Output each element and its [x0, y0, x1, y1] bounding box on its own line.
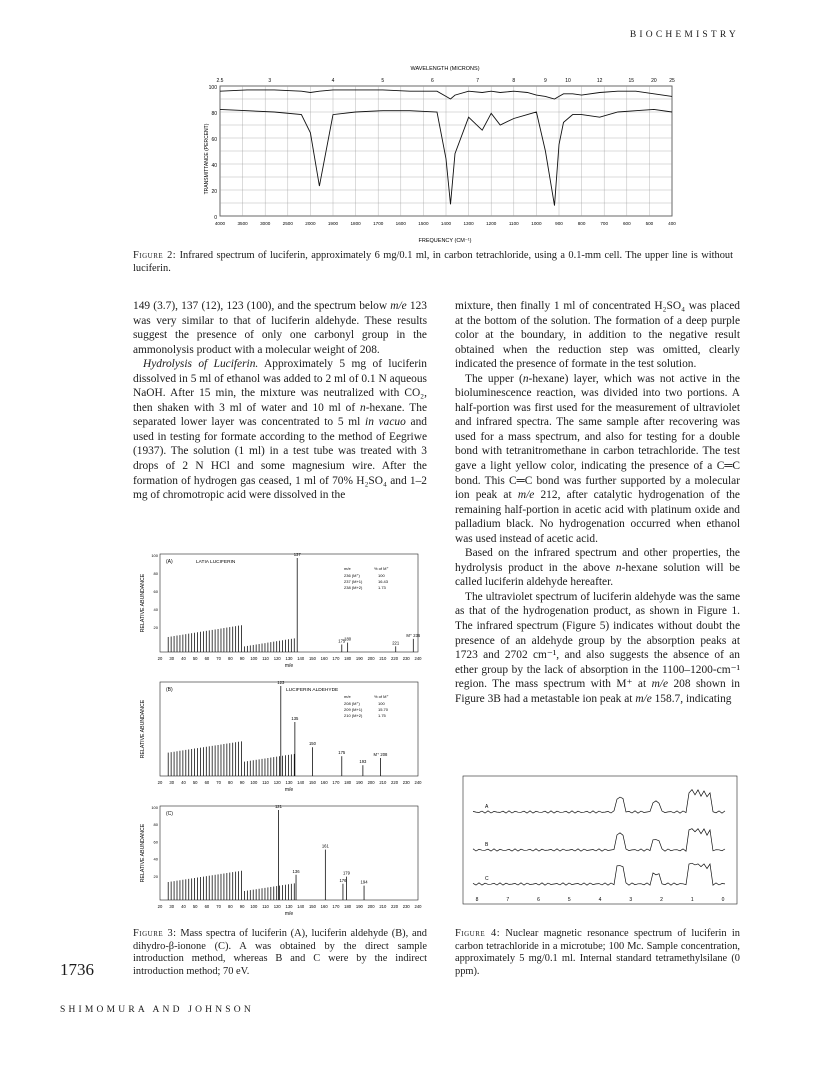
ms-x-tick-label: 200 [367, 780, 375, 785]
ir-bottom-axis-label: FREQUENCY (CM⁻¹) [418, 238, 472, 244]
ms-x-tick-label: 220 [391, 780, 399, 785]
figure-3-caption [133, 928, 427, 978]
ms-y-tick-label: 40 [153, 856, 158, 862]
ms-x-tick-label: 80 [228, 656, 233, 661]
ms-table-header: % of M⁺ [374, 566, 389, 571]
ms-x-axis-label: m/e [284, 911, 294, 917]
ir-top-tick-label: 8 [512, 78, 516, 84]
ms-table-cell: 209 (M+1) [344, 707, 363, 712]
ms-y-tick-label: 60 [153, 589, 158, 594]
nmr-x-tick-label: 3 [629, 897, 633, 903]
ir-top-tick-label: 15 [628, 78, 635, 84]
ms-table-cell: 100 [378, 573, 385, 578]
ms-x-tick-label: 130 [285, 904, 293, 909]
nmr-x-tick-label: 4 [598, 897, 602, 903]
ms-panel-frame [160, 806, 418, 900]
left-paragraph-2: Hydrolysis of Luciferin. Approximately 5 mg of luciferin dissolved in 5 ml of ethanol was added to 2 ml of 0.1 N aqueous NaOH. After 15 min, the mixture was neutralized with CO₂, then shaken with 3 ml of water and 10 ml of n-hexane. The separated lower layer was concentrated to 5 ml in vacuo and used in testing for formate according to the method of Eegriwe (1937). The solution (1 ml) in a test tube was treated with 3 drops of 2 N HCl and some magnesium wire. After the formation of hydrogen gas ceased, 1 ml of 70% H₂SO₄ and 1–2 mg of chromotropic acid were dissolved in the [133, 358, 428, 502]
ms-x-tick-label: 180 [344, 780, 352, 785]
ir-grid [220, 86, 672, 216]
panel-b-content [140, 680, 422, 793]
ms-x-tick-label: 90 [239, 904, 245, 909]
ir-top-tick-label: 25 [669, 78, 675, 84]
ms-table-cell: 15.70 [378, 707, 389, 712]
ms-x-tick-label: 20 [157, 780, 163, 785]
ms-x-tick-label: 120 [273, 780, 281, 785]
ir-y-tick-label: 20 [211, 189, 217, 195]
ms-x-tick-label: 180 [344, 656, 352, 661]
ms-x-tick-label: 170 [332, 780, 340, 785]
right-paragraph-4: The ultraviolet spectrum of luciferin aldehyde was the same as that of the hydrogenation product, as shown in Figure 1. The infrared spectrum (Figure 5) indicates without doubt the presence of an aldehyde group by the absorption peaks at 1723 and 2702 cm⁻¹, and also suggests the absence of an ether group by the lack of absorption in the 1100–1200-cm⁻¹ region. The mass spectrum with M⁺ at m/e 208 shown in Figure 3B had a metastable ion peak at m/e 158.7, indicating [455, 590, 740, 705]
ms-table-cell: 1.75 [378, 713, 386, 718]
running-foot: SHIMOMURA AND JOHNSON [60, 1005, 254, 1015]
ir-top-ticks [217, 78, 675, 84]
figure-3-caption-text: Mass spectra of luciferin (A), luciferin aldehyde (B), and dihydro-β-ionone (C). A was obtained by the direct sample introduction method, whereas B and C were by the indirect introduction method; 70 eV. [133, 928, 427, 977]
nmr-trace-label: A [485, 804, 489, 810]
right-paragraph-2: The upper (n-hexane) layer, which was not active in the bioluminescence reaction, was divided into two portions. A half-portion was first used for the measurement of ultraviolet and infrared spectra. The same sample after recovering was used for a mass spectrum, and also for testing for a double bond with tetranitromethane in carbon tetrachloride. The test gave a light yellow color, indicating the presence of a C═C bond. This C═C bond was further supported by a molecular ion peak at m/e 212, after catalytic hydrogenation of the remaining half-portion in acetic acid with platinum oxide and palladium black. No hydrogenation occurred when ethanol was used instead of acetic acid. [455, 372, 740, 545]
ms-table-header: % of M⁺ [374, 694, 389, 699]
ms-x-tick-label: 90 [239, 780, 245, 785]
ms-x-tick-label: 240 [414, 904, 422, 909]
ms-x-tick-label: 30 [169, 656, 175, 661]
figure-3b-mass-spectrum [136, 676, 426, 796]
nmr-x-tick-label: 8 [475, 897, 479, 903]
ms-x-tick-label: 120 [273, 904, 281, 909]
nmr-x-tick-label: 1 [690, 897, 694, 903]
ms-x-tick-label: 20 [157, 904, 163, 909]
ir-y-tick-label: 80 [211, 111, 217, 117]
ms-x-tick-label: 240 [414, 780, 422, 785]
ms-x-tick-label: 110 [262, 656, 269, 661]
ms-x-tick-label: 220 [391, 904, 399, 909]
ms-x-tick-label: 60 [204, 656, 210, 661]
ms-peak-label: 180 [344, 636, 352, 642]
ir-bottom-tick-label: 700 [600, 221, 609, 226]
ms-y-tick-label: 80 [153, 571, 158, 576]
ms-x-tick-label: 110 [262, 780, 269, 785]
ir-bottom-tick-label: 1700 [373, 221, 384, 226]
figure-4-caption-label: Figure 4: [455, 928, 501, 939]
ms-peak-label: M⁺ 208 [373, 752, 388, 757]
nmr-x-tick-label: 0 [721, 897, 725, 903]
ms-x-tick-label: 50 [192, 780, 198, 785]
ir-bottom-tick-label: 600 [622, 221, 631, 226]
figure-2-ir-spectrum [190, 62, 690, 246]
ms-y-axis-label: RELATIVE ABUNDANCE [140, 823, 146, 883]
nmr-trace [473, 829, 725, 852]
ir-top-tick-label: 4 [331, 78, 335, 84]
ms-x-axis-label: m/e [284, 787, 294, 793]
ir-top-tick-label: 12 [596, 78, 603, 84]
ms-peak-label: 137 [293, 552, 301, 557]
ms-peak-label: 175 [338, 638, 346, 644]
figure-4-caption-text: Nuclear magnetic resonance spectrum of luciferin in carbon tetrachloride in a microtube; 100 Mc. Sample concentration, approximately 5 mg/0.1 ml. Internal standard tetramethylsilane (0 ppm). [455, 928, 740, 977]
ms-y-tick-label: 20 [153, 873, 158, 879]
nmr-trace [473, 863, 725, 885]
ir-bottom-tick-label: 900 [555, 221, 563, 226]
figure-3a-mass-spectrum [136, 548, 426, 672]
ms-x-tick-label: 100 [250, 780, 258, 785]
ms-x-tick-label: 70 [216, 656, 221, 661]
ms-panel-title: LATIA LUCIFERIN [196, 560, 236, 565]
figure-2-caption-text: Infrared spectrum of luciferin, approximately 6 mg/0.1 ml, in carbon tetrachloride, using a 0.1-mm cell. The upper line is without luciferin. [133, 250, 733, 274]
ms-panel-title: LUCIFERIN ALDEHYDE [286, 688, 339, 693]
ms-x-tick-label: 70 [216, 904, 221, 909]
ms-x-tick-label: 110 [262, 904, 269, 909]
ms-x-tick-label: 50 [192, 656, 198, 661]
ms-x-tick-label: 200 [367, 904, 375, 909]
ms-x-tick-label: 160 [320, 780, 328, 785]
ir-bottom-tick-label: 1800 [350, 221, 361, 226]
ir-bottom-tick-label: 1200 [486, 221, 497, 226]
ir-bottom-tick-label: 500 [645, 221, 654, 226]
ir-top-tick-label: 5 [381, 78, 385, 84]
right-column-text [455, 299, 740, 706]
ms-table-header: m/e [344, 694, 351, 699]
section-heading-hydrolysis: Hydrolysis of Luciferin. [143, 358, 259, 371]
ms-peak-label: 194 [360, 879, 368, 885]
ir-bottom-tick-label: 1000 [531, 221, 542, 226]
ms-x-tick-label: 230 [402, 656, 410, 661]
ms-x-tick-label: 180 [344, 904, 352, 909]
ms-peak-label: 135 [291, 716, 299, 721]
running-head: BIOCHEMISTRY [629, 30, 739, 40]
figure-4-nmr-spectrum [455, 772, 745, 922]
ms-peak-label: 221 [392, 640, 400, 646]
ir-bottom-tick-label: 3500 [237, 221, 248, 226]
ir-bottom-tick-label: 2000 [305, 221, 316, 226]
page-number: 1736 [60, 960, 94, 979]
ms-x-tick-label: 150 [308, 904, 316, 909]
ms-table-cell: 238 (M+2) [344, 585, 363, 590]
ir-top-axis-label: WAVELENGTH (MICRONS) [410, 66, 480, 72]
ms-x-tick-label: 210 [379, 904, 387, 909]
ms-peak-label: 179 [342, 870, 350, 876]
ms-peak-label: 176 [339, 877, 347, 883]
ir-y-tick-label: 0 [214, 215, 217, 221]
ms-panel-label: (C) [166, 811, 173, 817]
figure-2-caption [133, 250, 733, 275]
ir-bottom-tick-label: 800 [577, 221, 586, 226]
ms-x-tick-label: 220 [391, 656, 399, 661]
ms-peak-label: 175 [338, 750, 346, 756]
ms-x-tick-label: 160 [320, 904, 328, 909]
ms-x-tick-label: 150 [308, 656, 316, 661]
ms-panel-label: (B) [166, 687, 173, 693]
ir-top-tick-label: 9 [544, 78, 547, 84]
ir-y-tick-label: 60 [211, 137, 217, 143]
ir-bottom-tick-label: 1100 [508, 221, 519, 226]
ms-x-tick-label: 120 [273, 656, 281, 661]
ms-x-tick-label: 230 [402, 780, 410, 785]
figure-3c-mass-spectrum [136, 800, 426, 920]
ir-bottom-tick-label: 1400 [440, 221, 452, 226]
ms-table-cell: 100 [378, 701, 385, 706]
ms-y-tick-label: 80 [153, 822, 158, 828]
ms-x-tick-label: 170 [332, 904, 340, 909]
ir-bottom-tick-label: 1600 [395, 221, 406, 226]
ms-x-tick-label: 140 [297, 904, 305, 909]
ir-bottom-tick-label: 1300 [463, 221, 474, 226]
ms-x-tick-label: 160 [320, 656, 328, 661]
ir-y-axis-label: TRANSMITTANCE (PERCENT) [204, 123, 210, 195]
ms-x-tick-label: 130 [285, 656, 293, 661]
ir-bottom-tick-label: 1500 [418, 221, 429, 226]
ms-x-tick-label: 90 [239, 656, 245, 661]
ms-peak-label: 193 [359, 759, 367, 765]
ir-bottom-ticks [215, 221, 676, 226]
ms-x-tick-label: 190 [355, 656, 363, 661]
ms-x-tick-label: 30 [169, 904, 175, 909]
ms-y-tick-label: 60 [153, 839, 158, 845]
nmr-x-tick-label: 5 [567, 897, 571, 903]
ms-peak-label: 150 [308, 741, 316, 747]
nmr-trace [473, 790, 725, 814]
ms-y-tick-label: 40 [153, 607, 158, 612]
ir-top-tick-label: 3 [268, 78, 272, 84]
ir-bottom-tick-label: 400 [668, 221, 676, 226]
figure-3-caption-label: Figure 3: [133, 928, 177, 939]
ms-x-tick-label: 20 [157, 656, 163, 661]
right-paragraph-3: Based on the infrared spectrum and other properties, the hydrolysis product in the above n-hexane solution will be called luciferin aldehyde hereafter. [455, 547, 740, 589]
ms-y-tick-label: 100 [151, 805, 158, 810]
figure-2-caption-label: Figure 2: [133, 250, 177, 261]
ir-bottom-tick-label: 3000 [260, 221, 271, 226]
ms-x-tick-label: 40 [181, 904, 186, 909]
ms-x-tick-label: 140 [297, 780, 305, 785]
ms-x-tick-label: 210 [379, 780, 387, 785]
nmr-content [463, 776, 737, 904]
ms-panel-label: (A) [166, 559, 173, 565]
ms-x-tick-label: 240 [414, 656, 422, 661]
ms-peak-label: 121 [274, 804, 282, 809]
ms-x-tick-label: 190 [355, 780, 363, 785]
right-paragraph-1: mixture, then finally 1 ml of concentrated H₂SO₄ was placed at the bottom of the solution. The formation of a deep purple color at the boundary, in addition to the negative result obtained when the reduction step was omitted, clearly indicated the presence of formate in the test solution. [455, 300, 740, 371]
ir-bottom-tick-label: 1900 [327, 221, 339, 226]
ms-x-tick-label: 70 [216, 780, 221, 785]
ms-x-tick-label: 60 [204, 780, 210, 785]
ms-x-tick-label: 100 [250, 656, 258, 661]
nmr-trace-label: B [485, 842, 489, 848]
ms-x-tick-label: 40 [181, 656, 186, 661]
ir-top-tick-label: 10 [565, 78, 571, 84]
ms-peak-label: 123 [277, 680, 285, 685]
panel-a-content [140, 552, 422, 669]
ms-x-tick-label: 40 [181, 780, 186, 785]
ms-y-axis-label: RELATIVE ABUNDANCE [140, 573, 146, 633]
ms-table-header: m/e [344, 566, 351, 571]
ms-peak-label: M⁺ 236 [406, 632, 421, 638]
figure-4-caption [455, 928, 740, 978]
ms-x-tick-label: 30 [169, 780, 175, 785]
ms-x-tick-label: 130 [285, 780, 293, 785]
ms-x-axis-label: m/e [284, 663, 294, 669]
ir-bottom-tick-label: 2500 [282, 221, 293, 226]
ms-table-cell: 210 (M+2) [344, 713, 363, 718]
ms-x-tick-label: 60 [204, 904, 210, 909]
ms-x-tick-label: 50 [192, 904, 198, 909]
ir-top-tick-label: 6 [431, 78, 434, 84]
ms-x-tick-label: 200 [367, 656, 375, 661]
ms-y-axis-label: RELATIVE ABUNDANCE [140, 699, 146, 759]
ms-table-cell: 236 (M⁺) [344, 573, 360, 578]
ir-top-tick-label: 20 [651, 78, 657, 84]
ir-top-tick-label: 2.5 [216, 78, 224, 84]
ms-x-tick-label: 80 [228, 780, 233, 785]
ms-x-tick-label: 210 [379, 656, 387, 661]
ms-peak-label: 161 [321, 843, 329, 849]
ms-x-tick-label: 170 [332, 656, 340, 661]
ms-table-cell: 237 (M+1) [344, 579, 363, 584]
ms-x-tick-label: 80 [228, 904, 233, 909]
ms-x-tick-label: 230 [402, 904, 410, 909]
ms-peak-label: 136 [292, 868, 300, 874]
ir-y-tick-label: 40 [211, 163, 217, 169]
nmr-x-tick-label: 2 [660, 897, 663, 903]
panel-c-content [140, 804, 422, 917]
ms-y-tick-label: 100 [151, 553, 158, 558]
ms-table-cell: 1.73 [378, 585, 386, 590]
ms-table-cell: 16.43 [378, 579, 389, 584]
left-paragraph-1: 149 (3.7), 137 (12), 123 (100), and the spectrum below m/e 123 was very similar to that of luciferin aldehyde. These results suggest the presence of only one carbonyl group in the ammonolysis product with a molecular weight of 208. [133, 300, 428, 356]
ir-y-tick-label: 100 [208, 85, 217, 91]
ir-top-tick-label: 7 [476, 78, 480, 84]
ms-x-tick-label: 150 [308, 780, 316, 785]
ms-x-tick-label: 100 [250, 904, 258, 909]
ms-y-tick-label: 20 [153, 625, 158, 630]
left-column-text [133, 299, 427, 503]
nmr-x-tick-label: 7 [506, 897, 510, 903]
ir-bottom-tick-label: 4000 [214, 221, 226, 226]
ms-x-tick-label: 190 [355, 904, 363, 909]
nmr-x-tick-label: 6 [537, 897, 540, 903]
ms-x-tick-label: 140 [297, 656, 305, 661]
ms-table-cell: 208 (M⁺) [344, 701, 360, 706]
nmr-trace-label: C [485, 876, 489, 882]
